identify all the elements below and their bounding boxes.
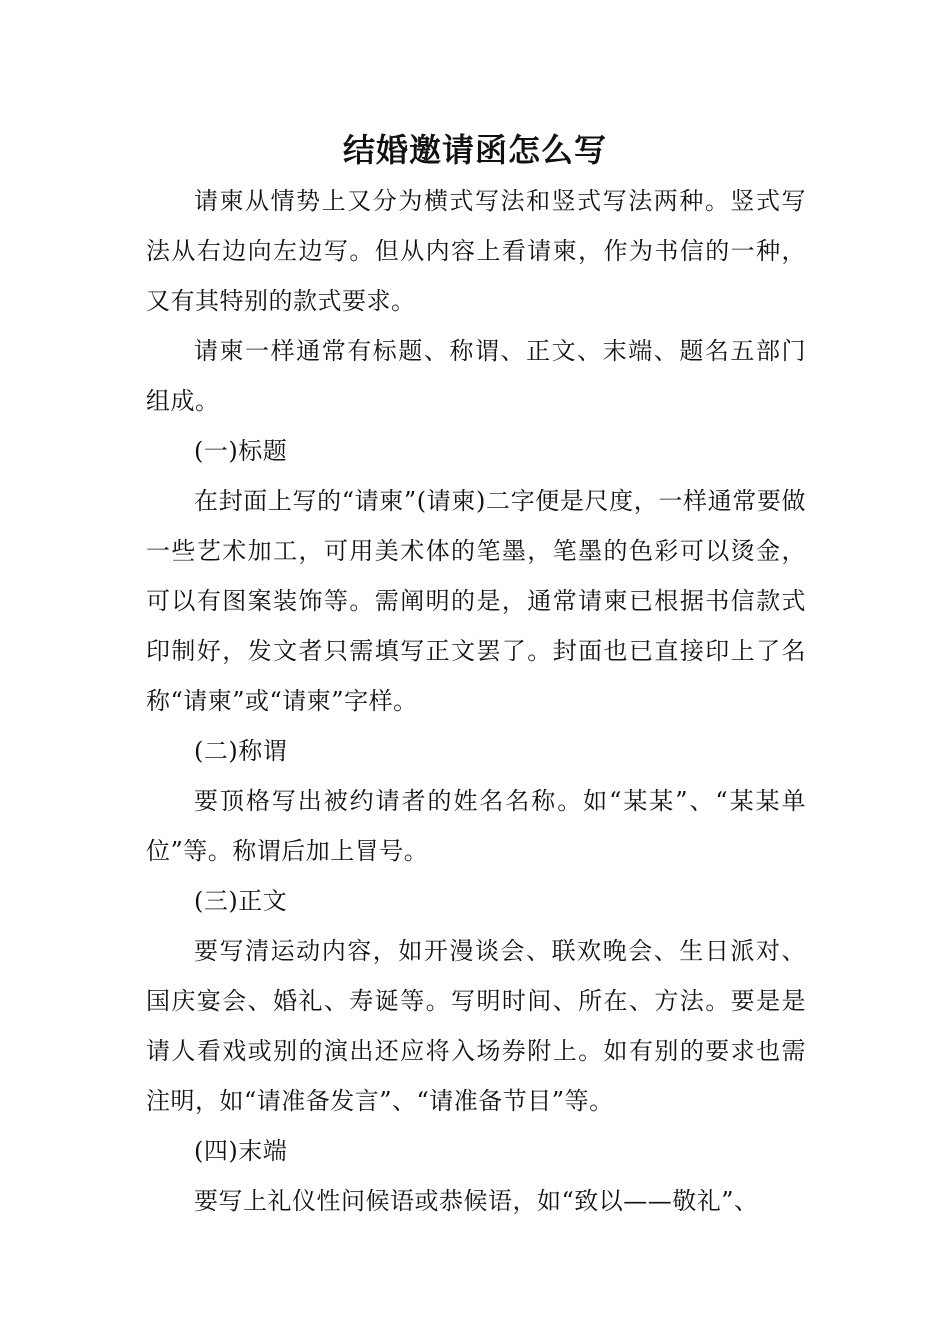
paragraph-body-desc: 要写清运动内容，如开漫谈会、联欢晚会、生日派对、国庆宴会、婚礼、寿诞等。写明时间、所在、方法。要是是请人看戏或别的演出还应将入场券附上。如有别的要求也需注明，如“请准备发言”、“请准备节目”等。 — [146, 937, 806, 1115]
section-heading-body: (三)正文 — [194, 887, 288, 915]
paragraph-closing-desc: 要写上礼仪性问候语或恭候语，如“致以——敬礼”、 — [194, 1187, 759, 1215]
document-body — [146, 176, 806, 1226]
page-title: 结婚邀请函怎么写 — [342, 131, 607, 169]
section-heading-salutation: (二)称谓 — [194, 737, 288, 765]
section-heading-title: (一)标题 — [194, 437, 288, 465]
paragraph-structure: 请柬一样通常有标题、称谓、正文、末端、题名五部门组成。 — [146, 337, 806, 415]
paragraph-title-desc: 在封面上写的“请柬”(请柬)二字便是尺度，一样通常要做一些艺术加工，可用美术体的笔墨，笔墨的色彩可以烫金，可以有图案装饰等。需阐明的是，通常请柬已根据书信款式印制好，发文者只需填写正文罢了。封面也已直接印上了名称“请柬”或“请柬”字样。 — [146, 487, 806, 715]
paragraph-salutation-desc: 要顶格写出被约请者的姓名名称。如“某某”、“某某单位”等。称谓后加上冒号。 — [146, 787, 806, 865]
section-heading-closing: (四)末端 — [194, 1137, 288, 1165]
paragraph-intro: 请柬从情势上又分为横式写法和竖式写法两种。竖式写法从右边向左边写。但从内容上看请柬，作为书信的一种，又有其特别的款式要求。 — [146, 187, 806, 315]
